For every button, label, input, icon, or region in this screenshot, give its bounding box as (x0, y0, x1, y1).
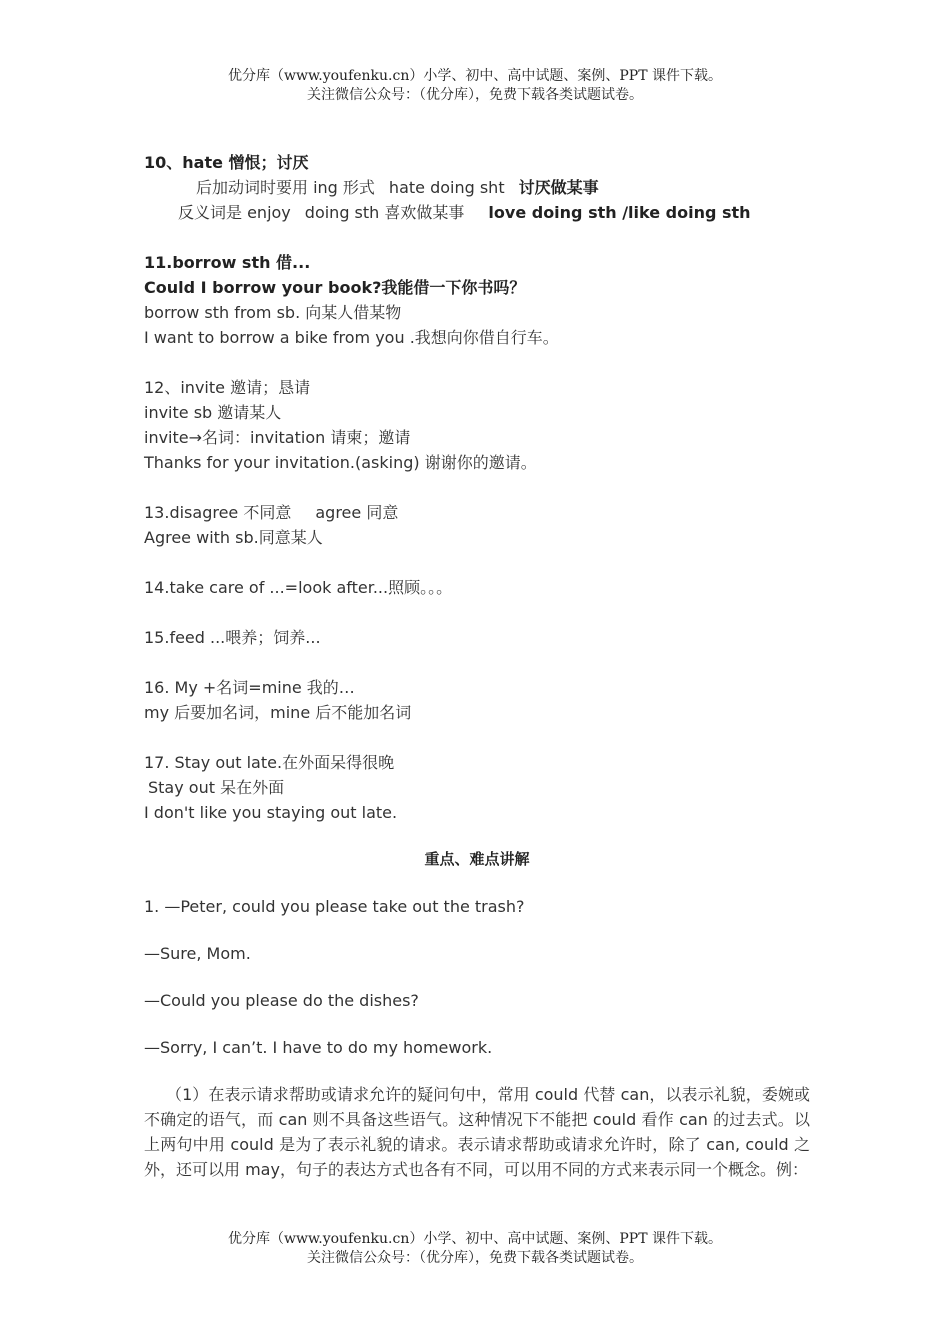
item-15-title: 15.feed ...喂养；饲养... (144, 628, 321, 647)
item-10-note: 后加动词时要用 ing 形式 (196, 178, 375, 197)
item-10-meaning: 讨厌做某事 (518, 178, 599, 197)
item-10-title: 10、hate 憎恨；讨厌 (144, 153, 309, 172)
document-body (144, 150, 810, 1182)
page-header (0, 67, 950, 105)
item-13-title (144, 500, 810, 525)
item-17-sentence: I don't like you staying out late. (144, 803, 398, 822)
dialogue-line-3: —Could you please do the dishes? (144, 991, 419, 1010)
item-11-sentence: I want to borrow a bike from you .我想向你借自行车。 (144, 328, 559, 347)
item-12-noun: invite→名词：invitation 请柬；邀请 (144, 428, 411, 447)
header-line-1: 优分库（www.youfenku.cn）小学、初中、高中试题、案例、PPT 课件下载。 (227, 68, 722, 84)
item-11-usage: borrow sth from sb. 向某人借某物 (144, 303, 402, 322)
item-12-usage: invite sb 邀请某人 (144, 403, 282, 422)
item-17-title: 17. Stay out late.在外面呆得很晚 (144, 753, 395, 772)
item-14-title: 14.take care of ...=look after...照顾。。。 (144, 578, 453, 597)
footer-line-2: 关注微信公众号：（优分库），免费下载各类试题试卷。 (307, 1250, 643, 1266)
dialogue-line-4: —Sorry, I can’t. I have to do my homework. (144, 1038, 493, 1057)
item-12-sentence: Thanks for your invitation.(asking) 谢谢你的邀请。 (144, 453, 537, 472)
item-10-line-1 (144, 175, 810, 200)
item-10-love-phrase: love doing sth /like doing sth (488, 203, 751, 222)
item-13-agree: agree 同意 (315, 503, 399, 522)
item-17-phrase: Stay out 呆在外面 (148, 778, 285, 797)
dialogue-line-1: 1. —Peter, could you please take out the trash? (144, 897, 525, 916)
explanation-paragraph: （1）在表示请求帮助或请求允许的疑问句中，常用 could 代替 can，以表示礼貌，委婉或不确定的语气，而 can 则不具备这些语气。这种情况下不能把 could 看作 can 的过去式。以上两句中用 could 是为了表示礼貌的请求。表示请求帮助或请求允许时，除了 can, could 之外，还可以用 may，句子的表达方式也各有不同，可以用不同的方式来表示同一个概念。例： (144, 1085, 810, 1179)
item-16-note: my 后要加名词，mine 后不能加名词 (144, 703, 412, 722)
footer-line-1: 优分库（www.youfenku.cn）小学、初中、高中试题、案例、PPT 课件下载。 (227, 1231, 722, 1247)
section-heading: 重点、难点讲解 (424, 850, 530, 868)
item-11-example: Could I borrow your book?我能借一下你书吗？ (144, 278, 526, 297)
item-16-title: 16. My +名词=mine 我的… (144, 678, 355, 697)
item-10-enjoy-phrase: doing sth 喜欢做某事 (304, 203, 465, 222)
item-10-phrase: hate doing sht (388, 178, 505, 197)
item-12-title: 12、invite 邀请；恳请 (144, 378, 311, 397)
item-10-antonym: 反义词是 enjoy (178, 203, 291, 222)
item-13-usage: Agree with sb.同意某人 (144, 528, 323, 547)
item-11-title: 11.borrow sth 借... (144, 253, 311, 272)
dialogue-line-2: —Sure, Mom. (144, 944, 251, 963)
page-footer (0, 1230, 950, 1268)
header-line-2: 关注微信公众号：（优分库），免费下载各类试题试卷。 (307, 87, 643, 103)
item-13-disagree: 13.disagree 不同意 (144, 503, 292, 522)
item-10-line-2 (144, 200, 810, 225)
